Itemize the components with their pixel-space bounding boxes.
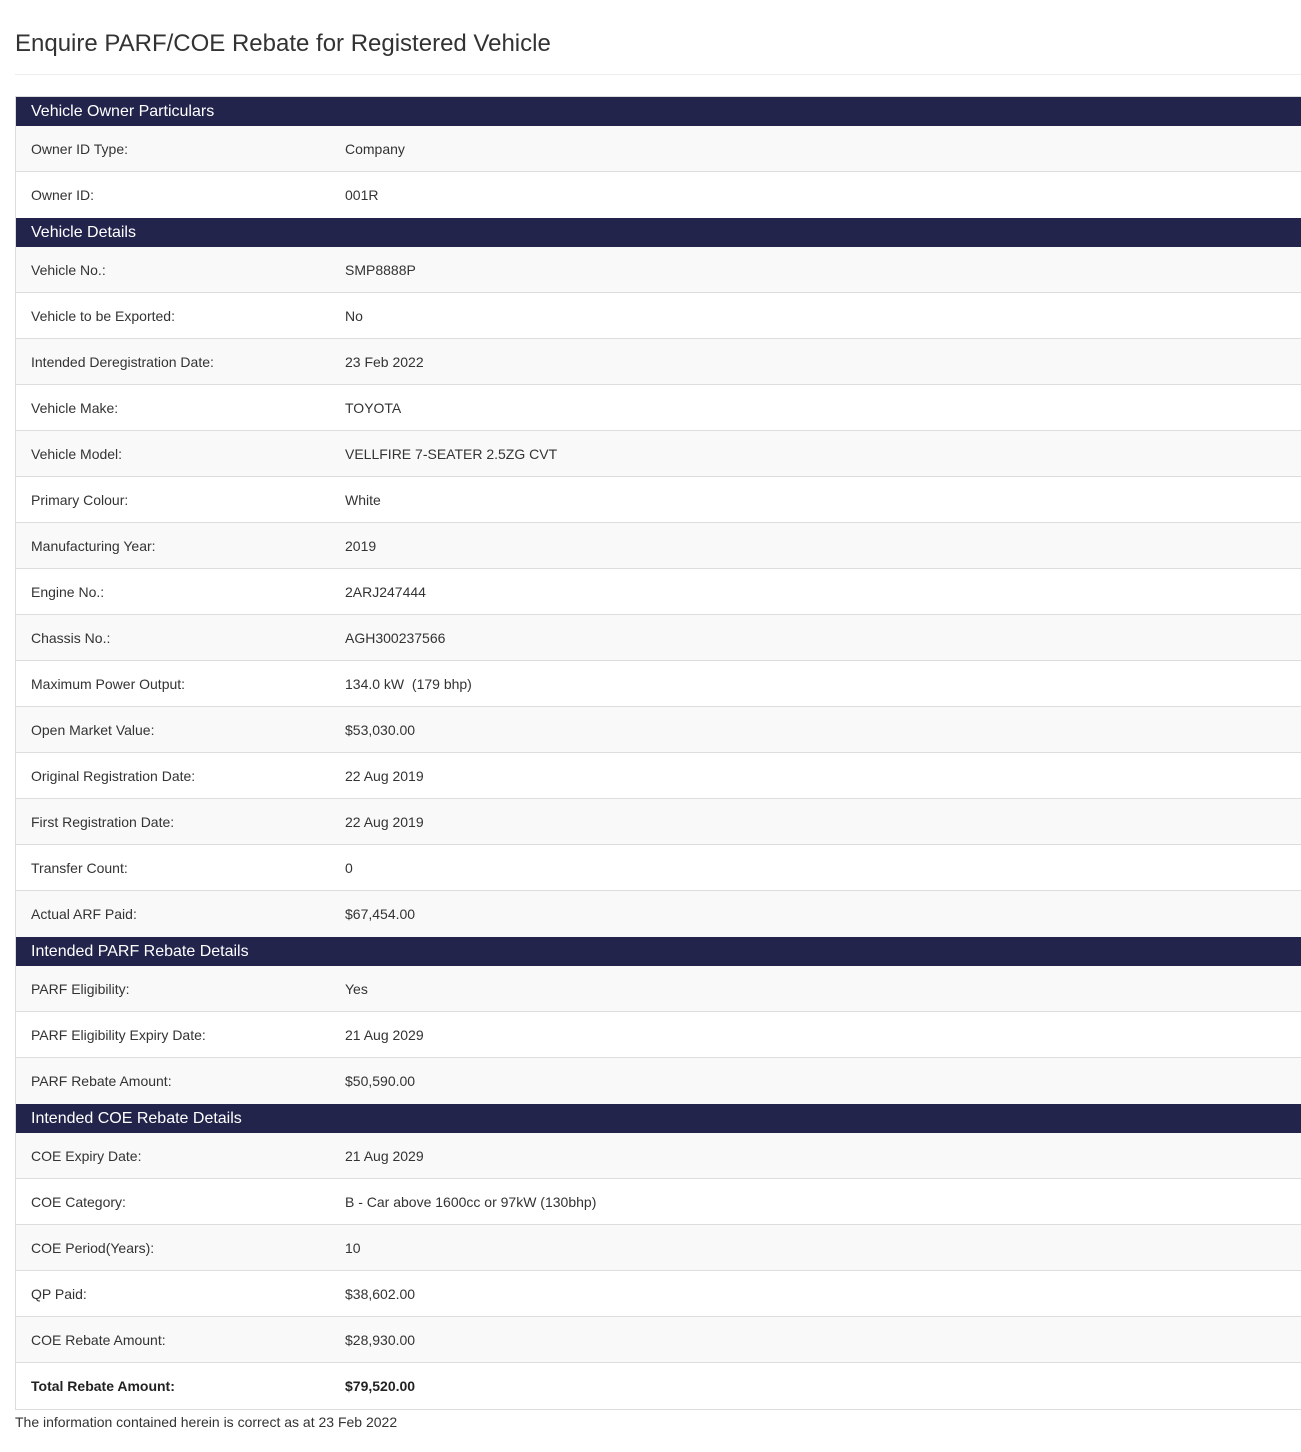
detail-value: VELLFIRE 7-SEATER 2.5ZG CVT bbox=[345, 445, 558, 462]
detail-row bbox=[16, 615, 1301, 661]
detail-value: $28,930.00 bbox=[345, 1331, 416, 1348]
detail-row bbox=[16, 966, 1301, 1012]
detail-label: Vehicle to be Exported: bbox=[31, 307, 175, 324]
detail-value: No bbox=[345, 307, 363, 324]
detail-label: COE Expiry Date: bbox=[31, 1147, 142, 1164]
detail-value: AGH300237566 bbox=[345, 629, 446, 646]
detail-row bbox=[16, 569, 1301, 615]
detail-label: Chassis No.: bbox=[31, 629, 111, 646]
detail-value: SMP8888P bbox=[345, 261, 416, 278]
title-divider bbox=[15, 74, 1301, 75]
footer-note: The information contained herein is correct as at 23 Feb 2022 bbox=[15, 1414, 398, 1430]
detail-row bbox=[16, 661, 1301, 707]
detail-value: 10 bbox=[345, 1239, 361, 1256]
detail-label: First Registration Date: bbox=[31, 813, 175, 830]
detail-label: Owner ID: bbox=[31, 187, 95, 203]
detail-value: $38,602.00 bbox=[345, 1285, 416, 1302]
detail-value: 134.0 kW (179 bhp) bbox=[345, 675, 472, 692]
section-header: Intended PARF Rebate Details bbox=[16, 937, 1301, 966]
detail-value: 23 Feb 2022 bbox=[345, 353, 424, 370]
detail-label: PARF Eligibility Expiry Date: bbox=[31, 1026, 206, 1043]
detail-row bbox=[16, 1225, 1301, 1271]
detail-row bbox=[16, 1363, 1301, 1409]
section-header: Intended COE Rebate Details bbox=[16, 1104, 1301, 1133]
detail-label: Intended Deregistration Date: bbox=[31, 353, 214, 370]
detail-label: PARF Rebate Amount: bbox=[31, 1073, 172, 1089]
detail-value: 21 Aug 2029 bbox=[345, 1026, 424, 1043]
detail-row bbox=[16, 339, 1301, 385]
detail-label: Vehicle Model: bbox=[31, 445, 123, 462]
detail-label: Engine No.: bbox=[31, 583, 105, 600]
detail-label: Transfer Count: bbox=[31, 859, 128, 876]
rebate-details-panel bbox=[15, 96, 1301, 1410]
detail-value: TOYOTA bbox=[345, 399, 402, 416]
detail-label: COE Category: bbox=[31, 1193, 126, 1210]
detail-label: COE Rebate Amount: bbox=[31, 1331, 166, 1348]
detail-row bbox=[16, 1012, 1301, 1058]
detail-label: Open Market Value: bbox=[31, 721, 155, 738]
detail-value: B - Car above 1600cc or 97kW (130bhp) bbox=[345, 1193, 597, 1210]
detail-value: 22 Aug 2019 bbox=[345, 767, 424, 784]
detail-row bbox=[16, 1317, 1301, 1363]
detail-label: Manufacturing Year: bbox=[31, 537, 156, 554]
detail-value: $50,590.00 bbox=[345, 1073, 416, 1089]
detail-row bbox=[16, 1133, 1301, 1179]
page-title: Enquire PARF/COE Rebate for Registered Vehicle bbox=[15, 30, 551, 57]
detail-row bbox=[16, 707, 1301, 753]
detail-value: $67,454.00 bbox=[345, 906, 416, 922]
detail-label: Original Registration Date: bbox=[31, 767, 196, 784]
detail-label: Vehicle Make: bbox=[31, 399, 119, 416]
detail-row bbox=[16, 385, 1301, 431]
detail-row bbox=[16, 126, 1301, 172]
detail-value: $53,030.00 bbox=[345, 721, 416, 738]
detail-label: Owner ID Type: bbox=[31, 140, 129, 157]
detail-row bbox=[16, 1179, 1301, 1225]
detail-value: 001R bbox=[345, 187, 379, 203]
detail-value: 2019 bbox=[345, 537, 377, 554]
detail-value: White bbox=[345, 491, 381, 508]
detail-row bbox=[16, 523, 1301, 569]
detail-label: Actual ARF Paid: bbox=[31, 906, 137, 922]
detail-value: Yes bbox=[345, 980, 368, 997]
detail-row bbox=[16, 753, 1301, 799]
detail-label: PARF Eligibility: bbox=[31, 980, 130, 997]
detail-label: COE Period(Years): bbox=[31, 1239, 155, 1256]
detail-row bbox=[16, 799, 1301, 845]
detail-value: $79,520.00 bbox=[345, 1378, 416, 1394]
detail-row bbox=[16, 293, 1301, 339]
detail-row bbox=[16, 247, 1301, 293]
detail-row bbox=[16, 1271, 1301, 1317]
section-header: Vehicle Details bbox=[16, 218, 1301, 247]
detail-row bbox=[16, 1058, 1301, 1104]
section-header: Vehicle Owner Particulars bbox=[16, 97, 1301, 126]
detail-value: 21 Aug 2029 bbox=[345, 1147, 424, 1164]
detail-value: 2ARJ247444 bbox=[345, 583, 426, 600]
detail-value: Company bbox=[345, 140, 405, 157]
detail-row bbox=[16, 845, 1301, 891]
detail-value: 0 bbox=[345, 859, 353, 876]
detail-row bbox=[16, 891, 1301, 937]
detail-label: QP Paid: bbox=[31, 1285, 87, 1302]
detail-label: Total Rebate Amount: bbox=[31, 1378, 175, 1394]
detail-label: Maximum Power Output: bbox=[31, 675, 186, 692]
detail-label: Vehicle No.: bbox=[31, 261, 106, 278]
detail-value: 22 Aug 2019 bbox=[345, 813, 424, 830]
detail-row bbox=[16, 477, 1301, 523]
detail-row bbox=[16, 431, 1301, 477]
detail-row bbox=[16, 172, 1301, 218]
detail-label: Primary Colour: bbox=[31, 491, 129, 508]
